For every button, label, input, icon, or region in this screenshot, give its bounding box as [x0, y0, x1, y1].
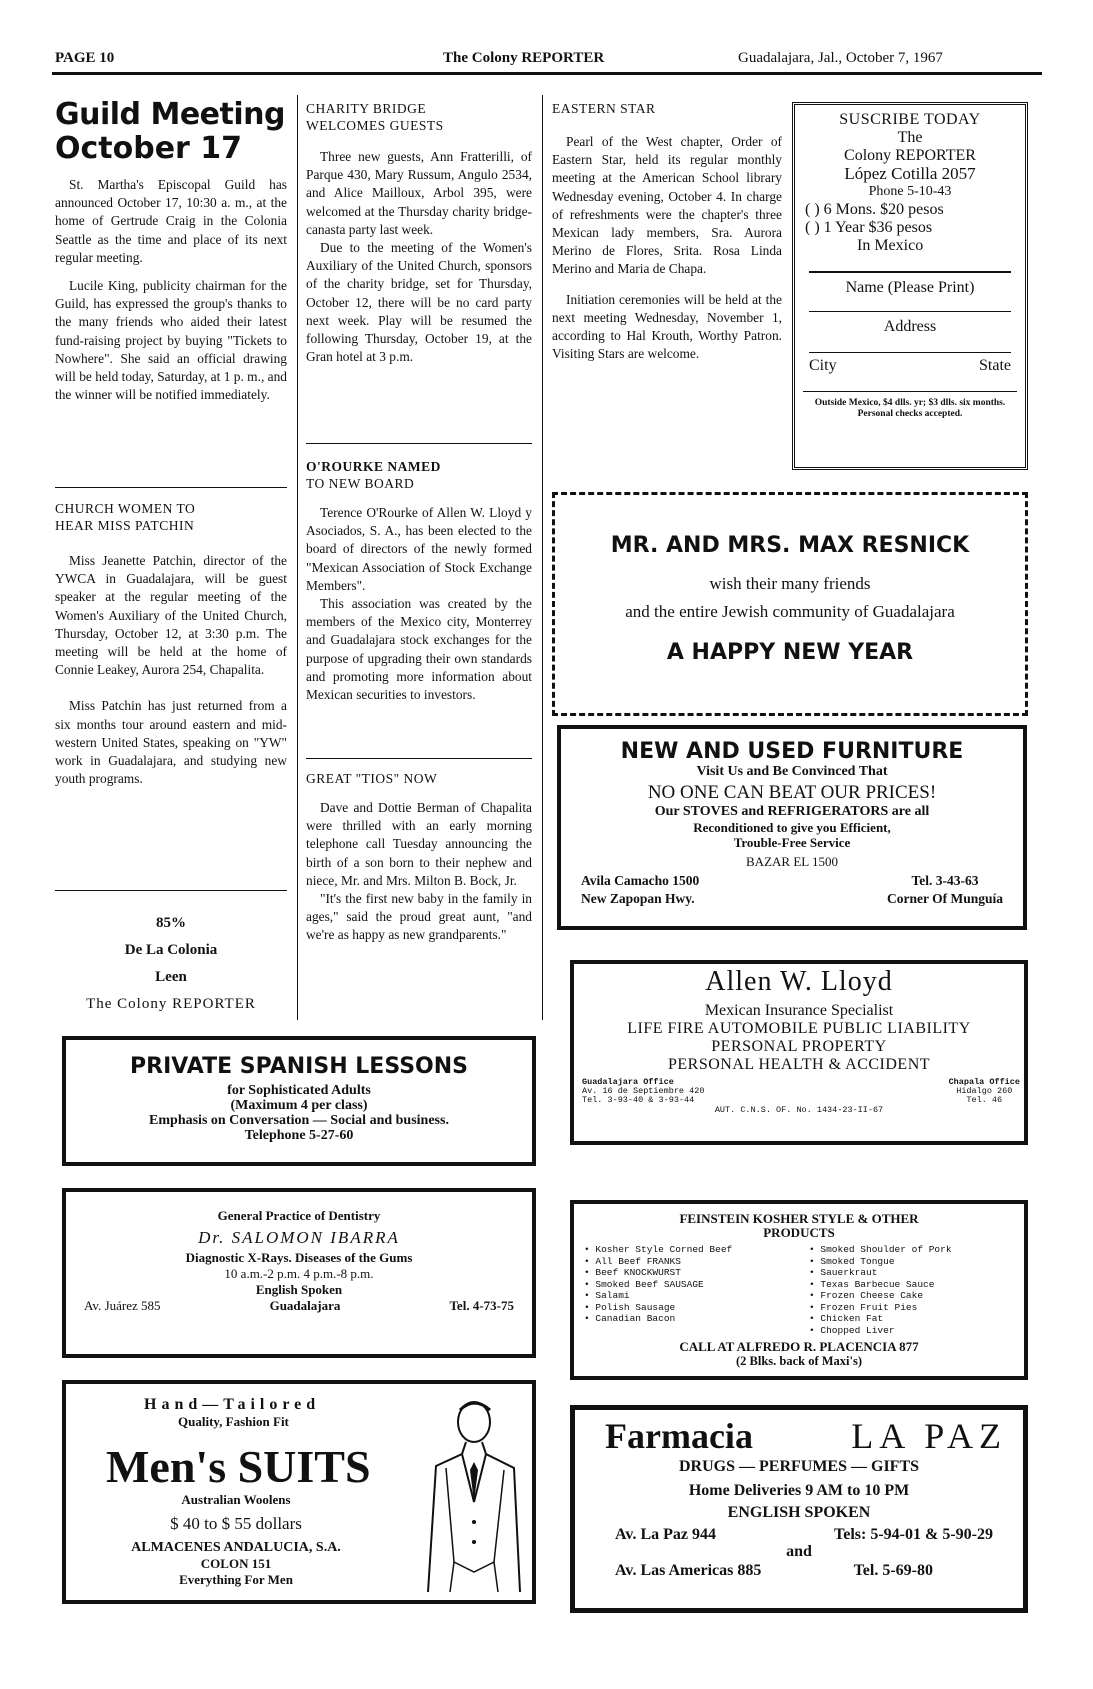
subscribe-name-field[interactable]: Name (Please Print) — [845, 279, 975, 296]
kosher-product-item: • Salami — [584, 1290, 630, 1301]
farmacia-tel: Tel. 5-69-80 — [853, 1562, 933, 1579]
subscribe-title: SUSCRIBE TODAY — [839, 111, 981, 128]
furniture-line: Trouble-Free Service — [733, 835, 851, 850]
subscribe-address: López Cotilla 2057 — [844, 164, 976, 183]
spanish-line: Emphasis on Conversation — Social and business. — [149, 1113, 449, 1128]
lloyd-office-tel: Tel. 46 — [966, 1095, 1003, 1105]
kosher-list-right — [809, 1244, 952, 1336]
dentist-name: Dr. SALOMON IBARRA — [198, 1228, 400, 1247]
eastern-paragraph: Initiation ceremonies will be held at the next meeting Wednesday, November 1, according to Hal Krouth, Worthy Patron. Visiting Stars are welcome. — [552, 291, 782, 362]
column-rule — [55, 890, 287, 891]
furniture-title: NEW AND USED FURNITURE — [620, 739, 964, 764]
dentist-line: General Practice of Dentistry — [217, 1208, 381, 1223]
kosher-product-item: • All Beef FRANKS — [584, 1255, 681, 1267]
suits-address: COLON 151 — [200, 1556, 272, 1571]
dentist-tel: Tel. 4-73-75 — [449, 1298, 514, 1313]
furniture-corner: Corner Of Munguía — [886, 891, 1003, 906]
subscribe-address-field[interactable]: Address — [883, 318, 937, 335]
bridge-headline-1: CHARITY BRIDGE — [306, 101, 427, 116]
spanish-phone: Telephone 5-27-60 — [244, 1128, 354, 1143]
suits-line: Hand—Tailored — [144, 1396, 321, 1413]
lloyd-line: LIFE FIRE AUTOMOBILE PUBLIC LIABILITY — [627, 1020, 971, 1037]
lloyd-office-title: Chapala Office — [948, 1077, 1020, 1087]
lloyd-line: Mexican Insurance Specialist — [704, 1002, 894, 1019]
resnick-ad — [552, 492, 1028, 716]
dateline: Guadalajara, Jal., October 7, 1967 — [738, 50, 943, 66]
lloyd-line: PERSONAL PROPERTY — [711, 1038, 887, 1055]
furniture-store: BAZAR EL 1500 — [746, 854, 838, 869]
farmacia-title-name: LA PAZ — [851, 1416, 1007, 1456]
furniture-ad — [557, 725, 1027, 930]
spanish-line: (Maximum 4 per class) — [230, 1098, 368, 1113]
dentist-address: Av. Juárez 585 — [84, 1298, 161, 1313]
kosher-list-left — [584, 1244, 809, 1336]
kosher-product-item: • Chopped Liver — [809, 1324, 895, 1336]
filler-line: Leen — [155, 969, 187, 985]
kosher-product-item: • Texas Barbecue Sauce — [809, 1278, 935, 1290]
page-number: PAGE 10 — [55, 50, 115, 66]
dentist-line: Diagnostic X-Rays. Diseases of the Gums — [185, 1250, 413, 1265]
furniture-tel: Tel. 3-43-63 — [911, 873, 979, 888]
man-in-suit-illustration — [416, 1392, 528, 1597]
tios-headline: GREAT "TIOS" NOW — [306, 771, 438, 786]
church-headline-1: CHURCH WOMEN TO — [55, 501, 196, 516]
kosher-product-item: • Smoked Shoulder of Pork — [809, 1244, 952, 1255]
furniture-line: Visit Us and Be Convinced That — [696, 764, 888, 779]
suits-line: Everything For Men — [179, 1572, 293, 1587]
farmacia-line: Home Deliveries 9 AM to 10 PM — [688, 1482, 910, 1499]
resnick-line: wish their many friends — [709, 574, 871, 593]
bridge-paragraph: Due to the meeting of the Women's Auxiliary of the United Church, sponsors of the charity bridge, set for Thursday, October 12, there will be no card party next week. Play will be resumed the following Thursday, October 19, at the Gran hotel at 3 p.m. — [306, 240, 532, 365]
kosher-product-item: • Frozen Fruit Pies — [809, 1301, 918, 1313]
furniture-address: New Zapopan Hwy. — [581, 891, 695, 906]
guild-article — [55, 98, 287, 414]
lloyd-insurance-ad — [570, 960, 1028, 1145]
guild-paragraph: St. Martha's Episcopal Guild has announced October 17, 10:30 a. m., at the home of Gertrude Craig in the Colonia Seattle as the time and place of its next regular meeting. — [55, 177, 287, 265]
subscribe-paper: Colony REPORTER — [844, 147, 976, 164]
orourke-headline-1: O'ROURKE NAMED — [306, 459, 441, 474]
mens-suits-ad — [62, 1380, 536, 1604]
dentist-city: Guadalajara — [269, 1298, 341, 1313]
subscribe-option[interactable]: ( ) 1 Year $36 pesos — [805, 219, 933, 236]
kosher-title: PRODUCTS — [763, 1225, 835, 1240]
kosher-product-item: • Beef KNOCKWURST — [584, 1267, 681, 1278]
spanish-line: for Sophisticated Adults — [227, 1083, 371, 1098]
tios-article — [306, 770, 532, 955]
column-divider — [542, 95, 543, 1020]
suits-price: $ 40 to $ 55 dollars — [170, 1514, 302, 1533]
column-rule — [55, 487, 287, 488]
filler-paper: The Colony REPORTER — [86, 996, 256, 1012]
eastern-paragraph: Pearl of the West chapter, Order of Eastern Star, held its regular monthly meeting at the American School library Wednesday evening, October 4. In charge of refreshments were the chapter's three Mexican lady members, Sra. Aurora Merino de Flores, Srita. Rosa Linda Merino and Maria de Chapa. — [552, 134, 782, 277]
farmacia-title: Farmacia — [605, 1416, 753, 1456]
farmacia-address: Av. Las Americas 885 — [615, 1562, 762, 1579]
church-paragraph: Miss Patchin has just returned from a six months tour around eastern and mid-western United States, speaking on "YW" work in Guadalajara, and studying new youth programs. — [55, 698, 287, 787]
farmacia-ad — [570, 1405, 1028, 1613]
dentist-line: English Spoken — [255, 1282, 343, 1297]
church-paragraph: Miss Jeanette Patchin, director of the YWCA in Guadalajara, will be guest speaker at the regular meeting of the Women's Auxiliary of the United Church, Thursday, October 12, at 3:30 p.m. The meeting will be held at the home of Connie Leakey, Aurora 254, Chapalita. — [55, 553, 287, 678]
column-rule — [306, 758, 532, 759]
paper-name: The Colony REPORTER — [443, 50, 605, 66]
farmacia-tel: Tels: 5-94-01 & 5-90-29 — [834, 1526, 993, 1543]
farmacia-and: and — [786, 1543, 812, 1560]
column-rule — [306, 443, 532, 444]
guild-headline-2: October 17 — [55, 131, 243, 166]
subscribe-option-note: In Mexico — [857, 237, 924, 254]
subscribe-city-field[interactable]: City — [809, 357, 837, 374]
farmacia-line: DRUGS — PERFUMES — GIFTS — [678, 1458, 920, 1475]
kosher-product-item: • Sauerkraut — [809, 1267, 878, 1278]
subscribe-state-field[interactable]: State — [979, 357, 1011, 374]
lloyd-office-tel: Tel. 3-93-40 & 3-93-44 — [582, 1095, 695, 1105]
lloyd-line: PERSONAL HEALTH & ACCIDENT — [667, 1056, 931, 1073]
filler-box — [55, 910, 287, 1018]
masthead-rule — [52, 72, 1042, 75]
lloyd-license: AUT. C.N.S. OF. No. 1434-23-II-67 — [714, 1105, 884, 1115]
church-headline-2: HEAR MISS PATCHIN — [55, 518, 195, 533]
kosher-product-item: • Chicken Fat — [809, 1313, 884, 1324]
spanish-title: PRIVATE SPANISH LESSONS — [130, 1054, 468, 1079]
suits-title: Men's SUITS — [106, 1441, 371, 1492]
lloyd-office-title: Guadalajara Office — [582, 1077, 674, 1087]
guild-headline-1: Guild Meeting — [55, 97, 285, 132]
farmacia-line: ENGLISH SPOKEN — [727, 1504, 871, 1521]
furniture-line: Our STOVES and REFRIGERATORS are all — [654, 804, 930, 819]
lloyd-title: Allen W. Lloyd — [705, 966, 893, 997]
bridge-headline-2: WELCOMES GUESTS — [306, 118, 444, 133]
kosher-title: FEINSTEIN KOSHER STYLE & OTHER — [679, 1211, 919, 1226]
resnick-title: MR. AND MRS. MAX RESNICK — [610, 533, 970, 558]
kosher-call: CALL AT ALFREDO R. PLACENCIA 877 — [679, 1339, 919, 1354]
kosher-product-item: • Frozen Cheese Cake — [809, 1290, 924, 1301]
kosher-product-item: • Kosher Style Corned Beef — [584, 1244, 733, 1255]
kosher-ad — [570, 1200, 1028, 1380]
subscribe-box — [792, 102, 1028, 470]
kosher-product-item: • Smoked Tongue — [809, 1255, 895, 1267]
resnick-greeting: A HAPPY NEW YEAR — [666, 640, 914, 665]
church-article — [55, 500, 287, 798]
orourke-paragraph: This association was created by the members of the Mexico city, Monterrey and Guadalajara stock exchanges for the purpose of upgrading their own standards and promoting more information about Mexican securities to investors. — [306, 596, 532, 703]
tios-paragraph: "It's the first new baby in the family in ages," said the proud great aunt, "and we're as happy as new grandparents." — [306, 891, 532, 943]
subscribe-phone: Phone 5-10-43 — [868, 184, 952, 199]
orourke-headline-2: TO NEW BOARD — [306, 476, 415, 491]
subscribe-fine-print: Outside Mexico, $4 dlls. yr; $3 dlls. six months. Personal checks accepted. — [814, 398, 1006, 419]
dentist-hours: 10 a.m.-2 p.m. 4 p.m.-8 p.m. — [224, 1266, 374, 1281]
suits-line: Quality, Fashion Fit — [178, 1414, 289, 1429]
filler-percent: 85% — [156, 915, 186, 931]
subscribe-option[interactable]: ( ) 6 Mons. $20 pesos — [805, 201, 944, 218]
spanish-lessons-ad — [62, 1036, 536, 1166]
kosher-note: (2 Blks. back of Maxi's) — [735, 1354, 863, 1368]
lloyd-office-addr: Av. 16 de Septiembre 420 — [582, 1086, 705, 1096]
furniture-address: Avila Camacho 1500 — [581, 873, 700, 888]
furniture-line: Reconditioned to give you Efficient, — [693, 820, 891, 835]
tios-paragraph: Dave and Dottie Berman of Chapalita were thrilled with an early morning telephone call Tuesday announcing the birth of a son born to their nephew and niece, Mr. and Mrs. Milton B. Bock, Jr. — [306, 800, 532, 888]
bridge-article — [306, 100, 532, 376]
bridge-paragraph: Three new guests, Ann Fratterilli, of Parque 430, Mary Russum, Angulo 2534, and Alice Mailloux, Arbol 395, were welcomed at the Thursday charity bridge-canasta party last week. — [306, 149, 532, 237]
kosher-product-item: • Canadian Bacon — [584, 1313, 676, 1324]
suits-line: Australian Woolens — [181, 1492, 291, 1507]
lloyd-office-addr: Hidalgo 260 — [956, 1086, 1013, 1096]
orourke-paragraph: Terence O'Rourke of Allen W. Lloyd y Asociados, S. A., has been elected to the board of directors of the newly formed "Mexican Association of Stock Exchange Members". — [306, 505, 532, 593]
farmacia-address: Av. La Paz 944 — [615, 1526, 717, 1543]
column-divider — [297, 95, 298, 1020]
subscribe-paper: The — [897, 129, 923, 146]
furniture-line: NO ONE CAN BEAT OUR PRICES! — [647, 782, 937, 803]
kosher-product-item: • Smoked Beef SAUSAGE — [584, 1278, 704, 1290]
suits-store: ALMACENES ANDALUCIA, S.A. — [131, 1540, 341, 1555]
eastern-headline: EASTERN STAR — [552, 101, 656, 116]
filler-line: De La Colonia — [124, 942, 218, 958]
guild-paragraph: Lucile King, publicity chairman for the Guild, has expressed the group's thanks to the many friends who aided their latest fund-raising project by buying "Tickets to Nowhere". She said an official drawing will be held today, Saturday, at 1 p. m., and the winner will be notified immediately. — [55, 278, 287, 403]
dentist-ad — [62, 1188, 536, 1358]
eastern-star-article — [552, 100, 782, 373]
kosher-product-item: • Polish Sausage — [584, 1301, 676, 1313]
resnick-line: and the entire Jewish community of Guadalajara — [625, 602, 955, 621]
orourke-article — [306, 458, 532, 714]
